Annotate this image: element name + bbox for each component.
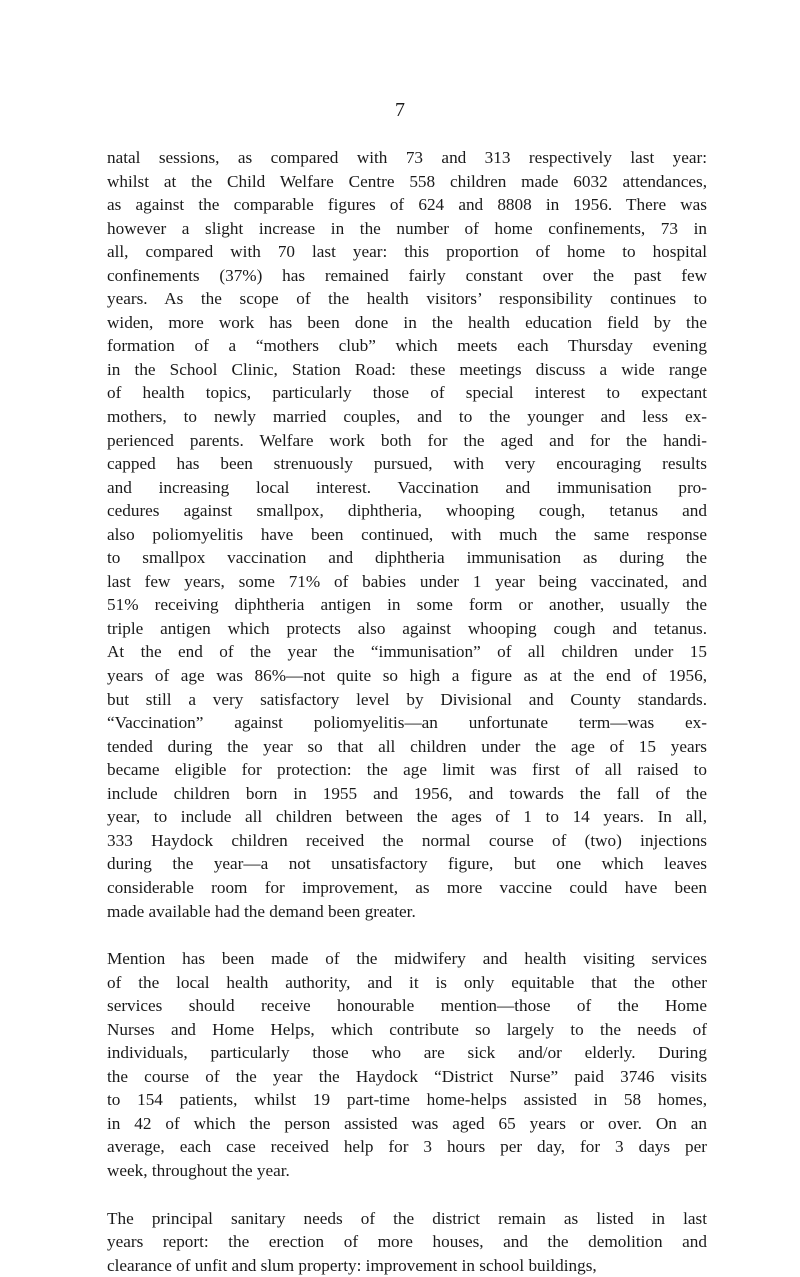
text-line: and increasing local interest. Vaccination and immunisation pro- <box>107 477 707 497</box>
text-line: during the year—a not unsatisfactory figure, but one which leaves <box>107 854 707 874</box>
text-line: but still a very satisfactory level by Divisional and County standards. <box>107 689 707 709</box>
text-line: individuals, particularly those who are sick and/or elderly. During <box>107 1043 707 1063</box>
text-line: week, throughout the year. <box>107 1160 290 1180</box>
text-line: 51% receiving diphtheria antigen in some form or another, usually the <box>107 595 707 615</box>
text-line: mothers, to newly married couples, and to the younger and less ex- <box>107 407 707 427</box>
text-line: in 42 of which the person assisted was aged 65 years or over. On an <box>107 1113 707 1133</box>
text-line: whilst at the Child Welfare Centre 558 children made 6032 attendances, <box>107 171 707 191</box>
text-line: of health topics, particularly those of special interest to expectant <box>107 383 707 403</box>
text-line: At the end of the year the “immunisation” of all children under 15 <box>107 642 707 662</box>
text-line: however a slight increase in the number of home confinements, 73 in <box>107 218 707 238</box>
text-line: also poliomyelitis have been continued, with much the same response <box>107 524 707 544</box>
text-line: Mention has been made of the midwifery and health visiting services <box>107 949 707 969</box>
text-line: in the School Clinic, Station Road: these meetings discuss a wide range <box>107 359 707 379</box>
text-line: confinements (37%) has remained fairly constant over the past few <box>107 265 707 285</box>
text-line: last few years, some 71% of babies under 1 year being vaccinated, and <box>107 571 707 591</box>
text-line: all, compared with 70 last year: this proportion of home to hospital <box>107 242 707 262</box>
body-text <box>107 146 707 1277</box>
text-line: perienced parents. Welfare work both for the aged and for the handi- <box>107 430 707 450</box>
text-line: Nurses and Home Helps, which contribute so largely to the needs of <box>107 1019 707 1039</box>
text-line: became eligible for protection: the age limit was first of all raised to <box>107 760 707 780</box>
text-line: The principal sanitary needs of the district remain as listed in last <box>107 1208 707 1228</box>
text-line: to 154 patients, whilst 19 part-time home-helps assisted in 58 homes, <box>107 1090 707 1110</box>
text-line: year, to include all children between the ages of 1 to 14 years. In all, <box>107 807 707 827</box>
text-line: years report: the erection of more houses, and the demolition and <box>107 1232 707 1252</box>
text-line: capped has been strenuously pursued, with very encouraging results <box>107 454 707 474</box>
text-line: to smallpox vaccination and diphtheria immunisation as during the <box>107 548 707 568</box>
text-line: natal sessions, as compared with 73 and 313 respectively last year: <box>107 148 707 167</box>
paragraph-vaccination-immunisation <box>107 146 707 923</box>
text-line: formation of a “mothers club” which meets each Thursday evening <box>107 336 707 356</box>
text-line: of the local health authority, and it is only equitable that the other <box>107 972 707 992</box>
text-line: considerable room for improvement, as more vaccine could have been <box>107 877 707 897</box>
page-number: 7 <box>395 99 405 121</box>
text-line: include children born in 1955 and 1956, and towards the fall of the <box>107 783 707 803</box>
text-line: 333 Haydock children received the normal course of (two) injections <box>107 830 707 850</box>
paragraph-sanitary-needs <box>107 1207 707 1277</box>
text-line: tended during the year so that all children under the age of 15 years <box>107 736 707 756</box>
text-line: the course of the year the Haydock “District Nurse” paid 3746 visits <box>107 1066 707 1086</box>
text-line: triple antigen which protects also against whooping cough and tetanus. <box>107 618 707 638</box>
text-line: clearance of unfit and slum property: improvement in school buildings, <box>107 1255 597 1275</box>
text-line: widen, more work has been done in the health education field by the <box>107 312 707 332</box>
text-line: average, each case received help for 3 hours per day, for 3 days per <box>107 1137 707 1157</box>
text-line: “Vaccination” against poliomyelitis—an unfortunate term—was ex- <box>107 713 707 733</box>
text-line: cedures against smallpox, diphtheria, whooping cough, tetanus and <box>107 501 707 521</box>
text-line: years. As the scope of the health visitors’ responsibility continues to <box>107 289 707 309</box>
paragraph-home-nurses-helps <box>107 947 707 1182</box>
text-line: services should receive honourable mention—those of the Home <box>107 996 707 1016</box>
text-line: made available had the demand been greater. <box>107 901 416 921</box>
text-line: as against the comparable figures of 624 and 8808 in 1956. There was <box>107 195 707 215</box>
text-line: years of age was 86%—not quite so high a figure as at the end of 1956, <box>107 666 707 686</box>
